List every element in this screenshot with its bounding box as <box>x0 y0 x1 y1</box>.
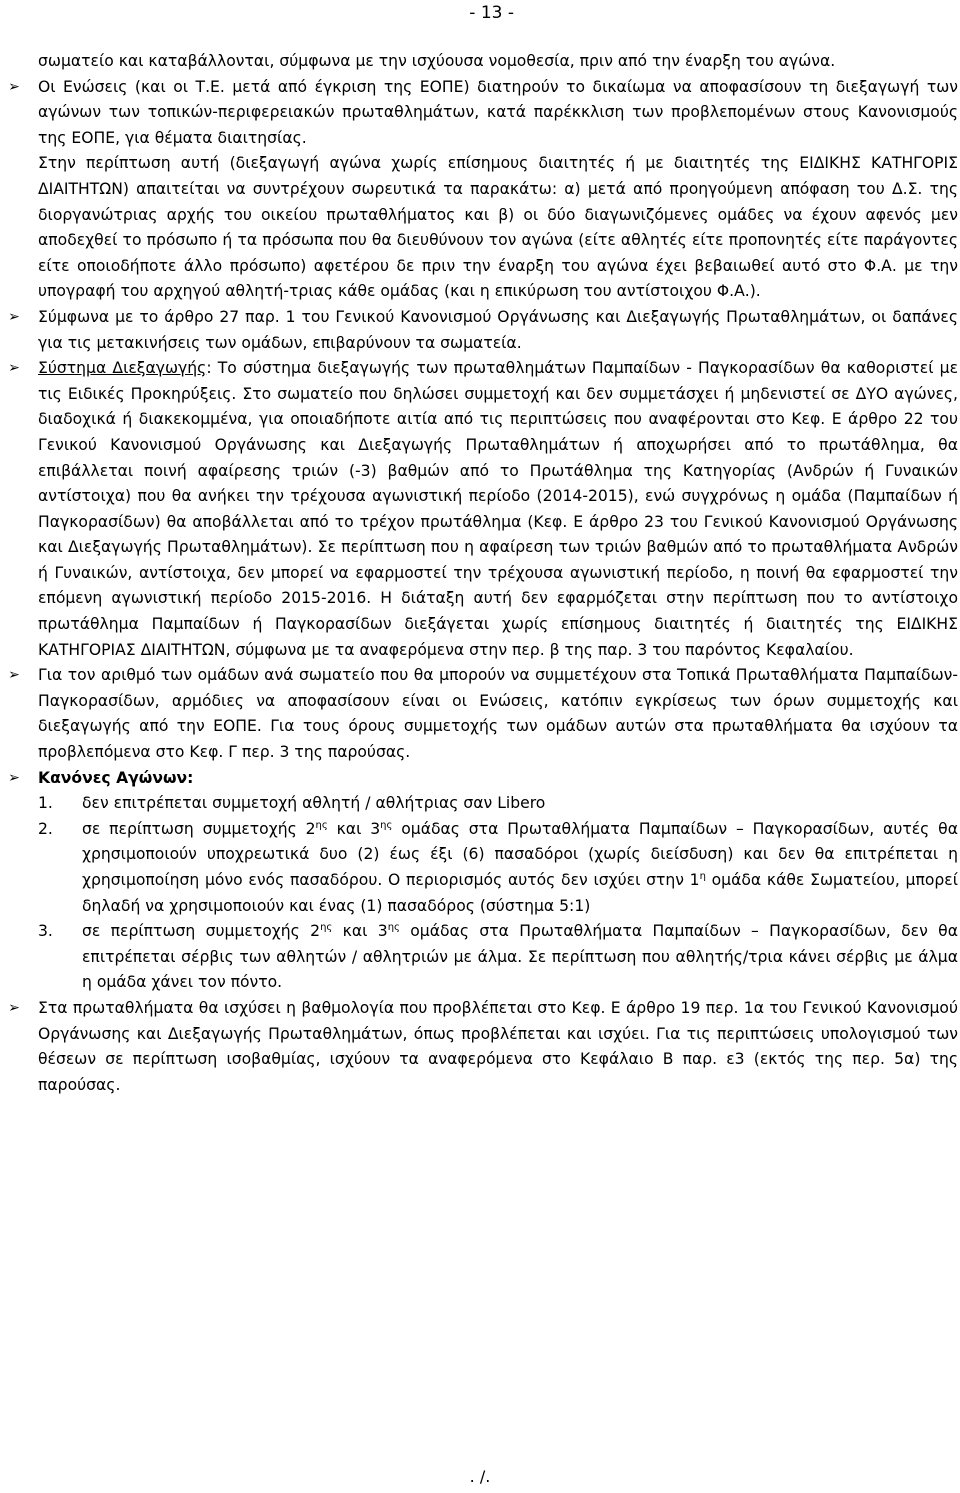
bullet-ranking <box>8 996 958 1098</box>
rule-number: 2. <box>38 819 53 838</box>
bullet-travel-costs <box>8 305 958 356</box>
rule-number: 3. <box>38 922 53 941</box>
arrowhead-bullet-icon: ➢ <box>8 360 20 377</box>
bullet-team-count <box>8 663 958 765</box>
competition-system-label: Σύστημα Διεξαγωγής <box>38 359 207 378</box>
unions-paragraph: Οι Ενώσεις (και οι Τ.Ε. μετά από έγκριση της ΕΟΠΕ) διατηρούν το δικαίωμα να αποφασίσουν τη διεξαγωγή των αγώνων των τοπικών-περιφερειακών πρωταθλημάτων, κατά παρέκκλιση των προβλεπομένων στους Κανονισμούς της ΕΟΠΕ, για θέματα διαιτησίας. <box>38 77 958 147</box>
rule-number: 1. <box>38 794 53 813</box>
bullet-unions-refereeing <box>8 75 958 305</box>
rule-item <box>38 791 958 817</box>
unofficial-referees-paragraph: Στην περίπτωση αυτή (διεξαγωγή αγώνα χωρίς επίσημους διαιτητές ή με διαιτητές της ΕΙΔΙΚΗΣ ΚΑΤΗΓΟΡΙΣ ΔΙΑΙΤΗΤΩΝ) απαιτείται να συντρέχουν σωρευτικά τα παρακάτω: α) μετά από προηγούμενη απόφαση του Δ.Σ. της διοργανώτριας αρχής του οικείου πρωταθλήματος και β) οι δύο διαγωνιζόμενες ομάδες να έχουν αφενός μεν αποδεχθεί το πρόσωπο ή τα πρόσωπα που θα διευθύνουν τον αγώνα (είτε αθλητές είτε προπονητές είτε παράγοντες είτε οποιοδήποτε άλλο πρόσωπο) αφετέρου δε πριν την έναρξη του αγώνα έχει βεβαιωθεί αυτό στο Φ.Α. με την υπογραφή του αρχηγού αθλητή-τριας κάθε ομάδας (και η επικύρωση του αντίστοιχου Φ.Α.). <box>38 154 958 301</box>
rule-item <box>38 919 958 996</box>
bullet-game-rules <box>8 766 958 996</box>
rule-text: σε περίπτωση συμμετοχής $2^{\eta\varsigma}$ και $3^{\eta\varsigma}$ ομάδας στα Πρωταθλήματα Παμπαίδων – Παγκορασίδων, αυτές θα χρησιμοποιούν υποχρεωτικά δυο (2) έως έξι (6) πασαδόροι (χωρίς διείσδυση) και δεν θα επιτρέπεται η χρησιμοποίηση μόνο ενός πασαδόρου. Ο περιορισμός αυτός δεν ισχύει στην $1^\eta$ ομάδα κάθε Σωματείου, μπορεί δηλαδή να χρησιμοποιούν και ένας (1) πασαδόρος (σύστημα 5:1) <box>82 819 958 915</box>
page-continuation-mark: . /. <box>469 1467 491 1486</box>
game-rules-title: Κανόνες Αγώνων: <box>38 768 194 787</box>
arrowhead-bullet-icon: ➢ <box>8 999 20 1016</box>
team-count-paragraph: Για τον αριθμό των ομάδων ανά σωματείο που θα μπορούν να συμμετέχουν στα Τοπικά Πρωταθλήματα Παμπαίδων-Παγκορασίδων, αρμόδιες να αποφασίσουν είναι οι Ενώσεις, κατόπιν εγκρίσεως των όρων συμμετοχής και διεξαγωγής από την ΕΟΠΕ. Για τους όρους συμμετοχής των ομάδων αυτών στα πρωταθλήματα θα ισχύουν τα προβλεπόμενα στο Κεφ. Γ περ. 3 της παρούσας. <box>38 666 958 762</box>
arrowhead-bullet-icon: ➢ <box>8 667 20 684</box>
rule-item <box>38 817 958 919</box>
arrowhead-bullet-icon: ➢ <box>8 308 20 325</box>
bullet-competition-system <box>8 356 959 663</box>
document-body <box>8 49 959 1098</box>
arrowhead-bullet-icon: ➢ <box>8 78 20 95</box>
travel-costs-paragraph: Σύμφωνα με το άρθρο 27 παρ. 1 του Γενικού Κανονισμού Οργάνωσης και Διεξαγωγής Πρωταθλημάτων, οι δαπάνες για τις μετακινήσεις των ομάδων, επιβαρύνουν τα σωματεία. <box>38 307 958 352</box>
arrowhead-bullet-icon: ➢ <box>8 769 20 786</box>
rule-text: δεν επιτρέπεται συμμετοχή αθλητή / αθλήτριας σαν Libero <box>82 794 546 813</box>
competition-system-paragraph <box>38 356 958 663</box>
intro-paragraph: σωματείο και καταβάλλονται, σύμφωνα με την ισχύουσα νομοθεσία, πριν από την έναρξη του αγώνα. <box>38 52 836 70</box>
page-number: - 13 - <box>469 3 514 23</box>
ranking-paragraph: Στα πρωταθλήματα θα ισχύσει η βαθμολογία που προβλέπεται στο Κεφ. Ε άρθρο 19 περ. 1α του Γενικού Κανονισμού Οργάνωσης και Διεξαγωγής Πρωταθλημάτων, όπως προβλέπεται και ισχύει. Για τις περιπτώσεις υπολογισμού των θέσεων σε περίπτωση ισοβαθμίας, ισχύουν τα αναφερόμενα στο Κεφάλαιο Β παρ. ε3 (εκτός της περ. 5α) της παρούσας. <box>38 998 958 1094</box>
rule-text: σε περίπτωση συμμετοχής $2^{\eta\varsigma}$ και $3^{\eta\varsigma}$ ομάδας στα Πρωταθλήματα Παμπαίδων – Παγκορασίδων, δεν θα επιτρέπεται σέρβις των αθλητών / αθλητριών με άλμα. Σε περίπτωση που αθλητής/τρια κάνει σέρβις με άλμα η ομάδα χάνει τον πόντο. <box>82 922 958 992</box>
competition-system-text: : Το σύστημα διεξαγωγής των πρωταθλημάτων Παμπαίδων - Παγκορασίδων θα καθοριστεί με τις Ειδικές Προκηρύξεις. Στο σωματείο που δηλώσει συμμετοχή και δεν συμμετάσχει ή μηδενιστεί σε ΔΥΟ αγώνες, διαδοχικά ή διακεκομμένα, για οποιαδήποτε αιτία από τις περιπτώσεις που αναφέρονται στο Κεφ. Ε άρθρο 22 του Γενικού Κανονισμού Οργάνωσης και Διεξαγωγής Πρωταθλημάτων ή αποχωρήσει από το πρωτάθλημα, θα επιβάλλεται ποινή αφαίρεσης τριών (-3) βαθμών από το Πρωτάθλημα της Κατηγορίας (Ανδρών ή Γυναικών αντίστοιχα) που θα ανήκει την τρέχουσα αγωνιστική περίοδο (2014-2015), ενώ συγχρόνως η ομάδα (Παμπαίδων ή Παγκορασίδων) θα αποβάλλεται από το τρέχον πρωτάθλημα (Κεφ. Ε άρθρο 23 του Γενικού Κανονισμού Οργάνωσης και Διεξαγωγής Πρωταθλημάτων). Σε περίπτωση που η αφαίρεση των τριών βαθμών από το πρωταθλήματα Ανδρών ή Γυναικών, αντίστοιχα, δεν μπορεί να εφαρμοστεί την τρέχουσα αγωνιστική περίοδο, η ποινή θα εφαρμοστεί την επόμενη αγωνιστική περίοδο 2015-2016. Η διάταξη αυτή δεν εφαρμόζεται στην περίπτωση που το αντίστοιχο πρωτάθλημα Παμπαίδων ή Παγκορασίδων διεξάγεται χωρίς επίσημους διαιτητές ή διαιτητές της ΕΙΔΙΚΗΣ ΚΑΤΗΓΟΡΙΑΣ ΔΙΑΙΤΗΤΩΝ, σύμφωνα με τα αναφερόμενα στην περ. β της παρ. 3 του παρόντος Κεφαλαίου. <box>38 359 959 659</box>
